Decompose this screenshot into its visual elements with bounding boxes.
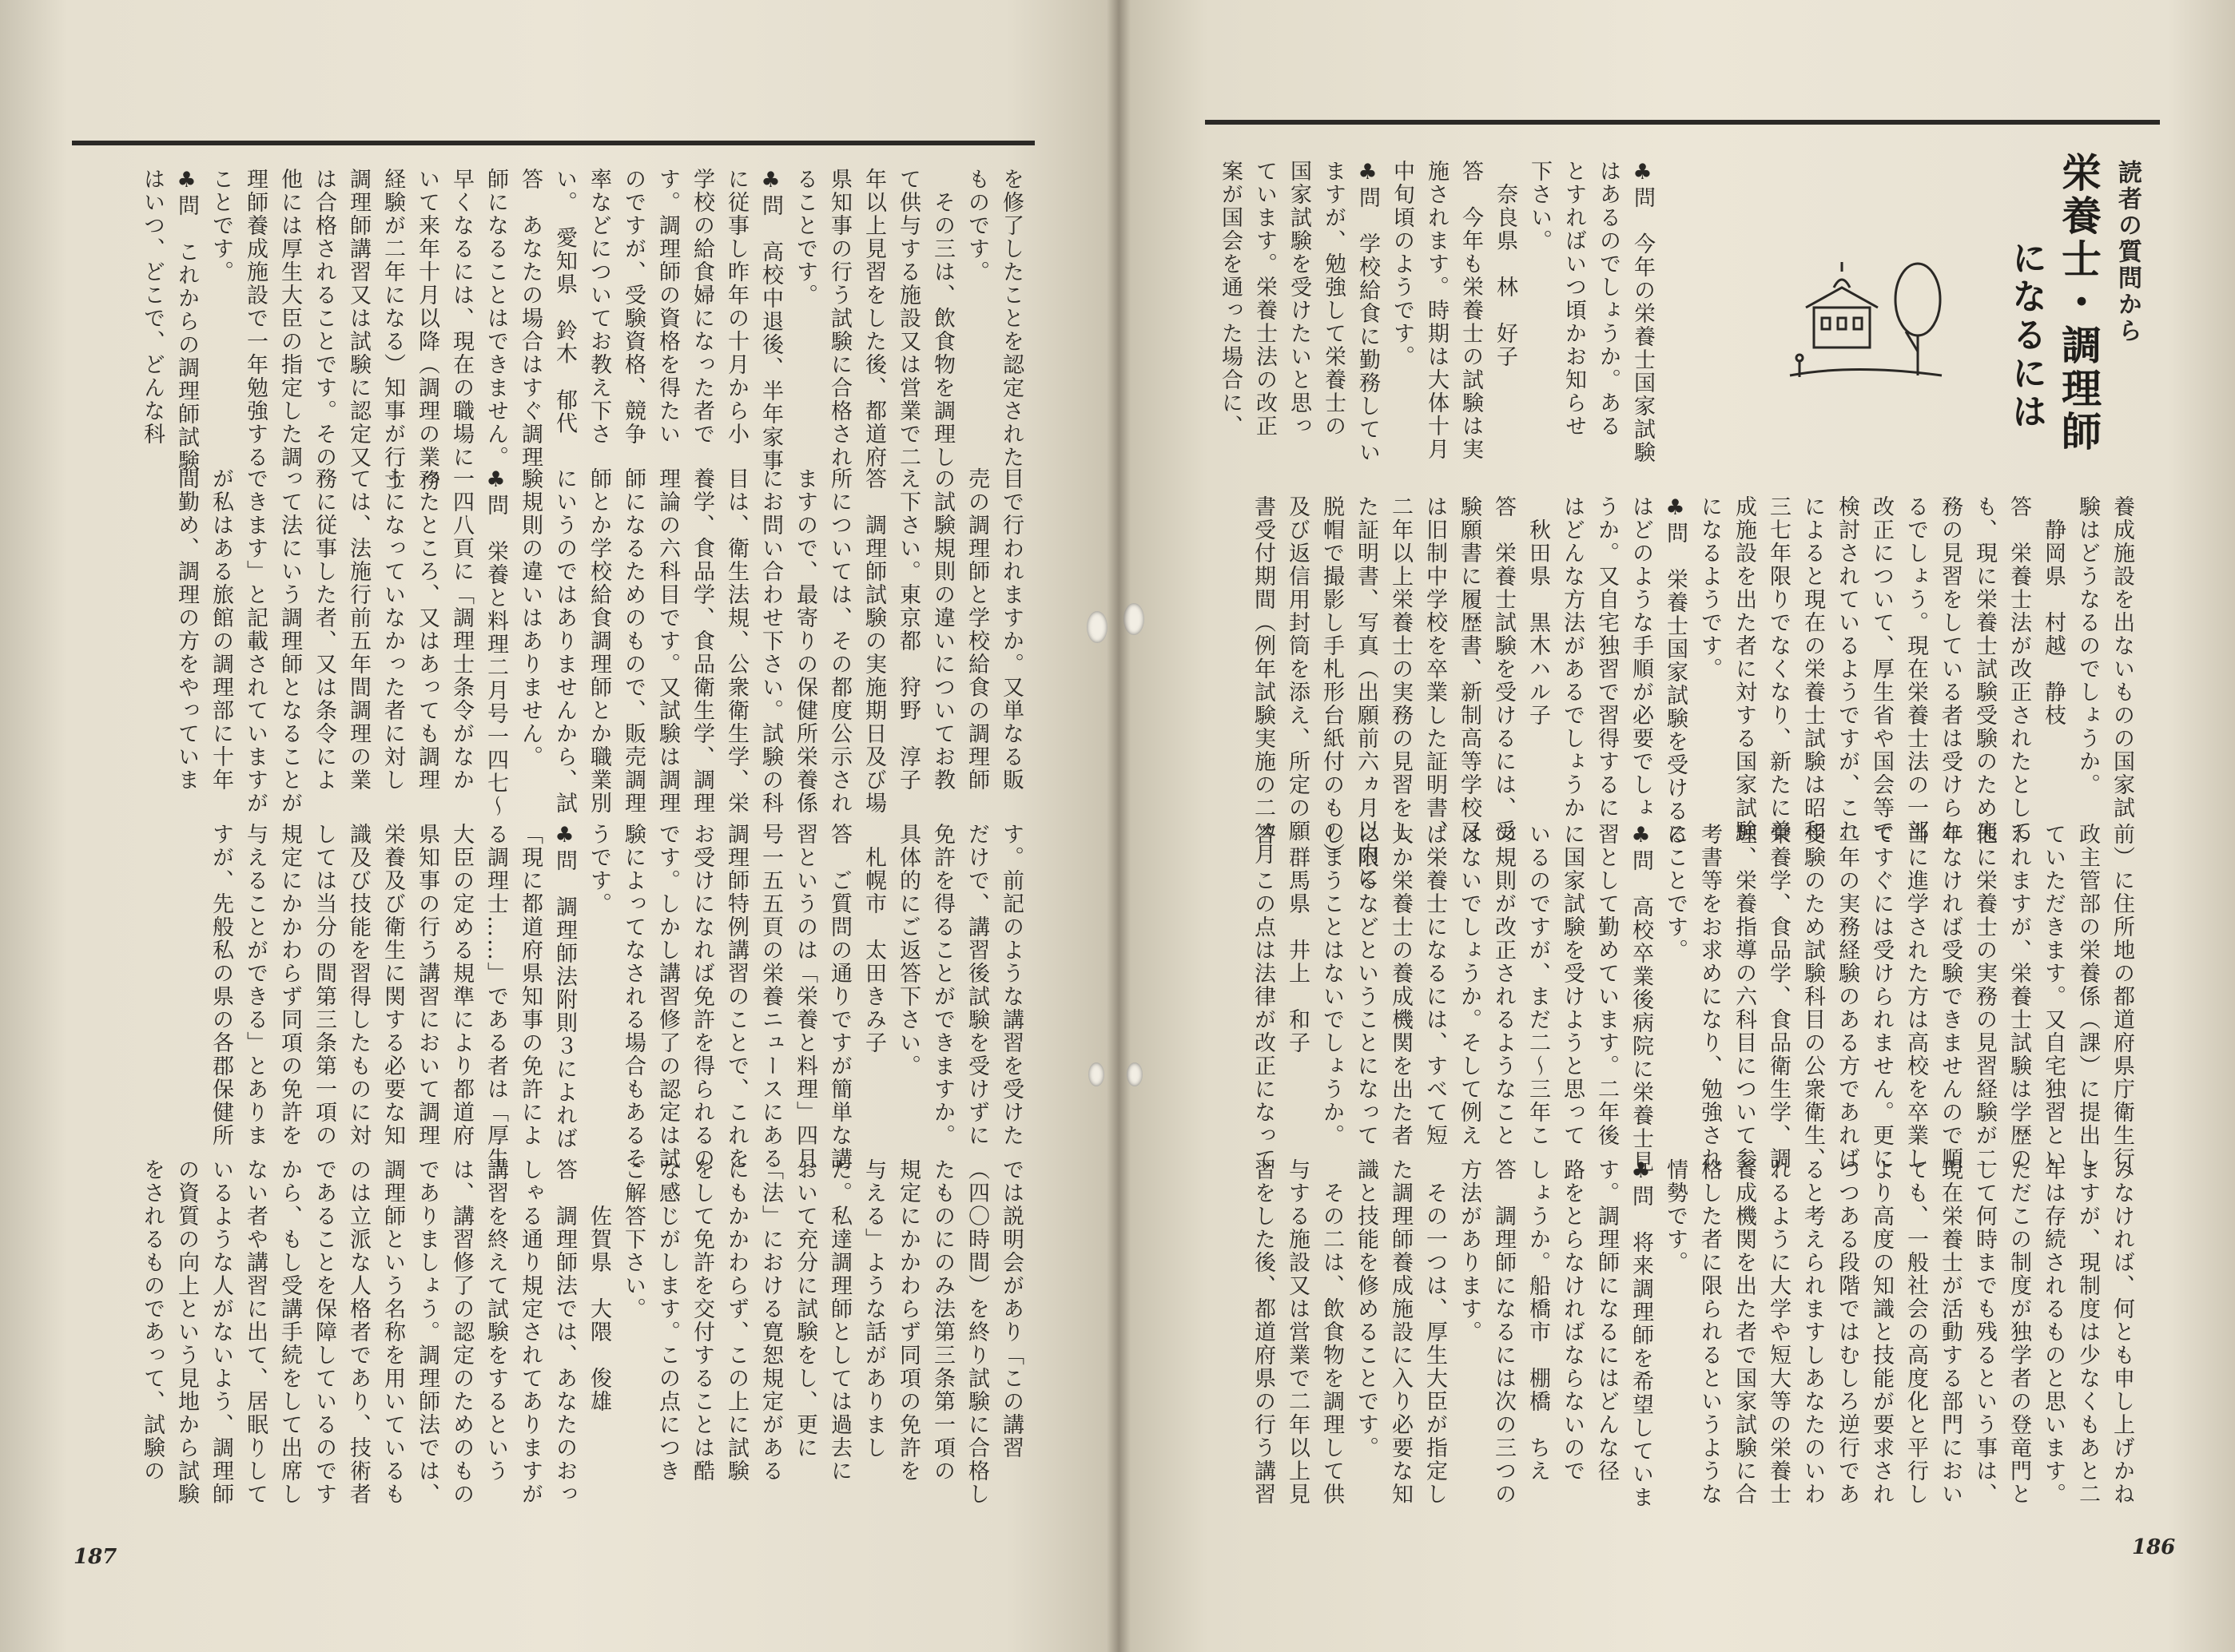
binding-hole: [1088, 1062, 1104, 1086]
text-line: ♣問 今年の栄養士国家試験: [1630, 160, 1655, 464]
text-line: 県知事の行う講習において調理: [415, 823, 439, 1147]
text-line: に国家試験を受けようと思って: [1560, 823, 1585, 1147]
text-line: だけで、講習後試験を受けずに: [964, 823, 989, 1147]
text-line: 札幌市 太田きみ子: [861, 823, 886, 1054]
text-line: 佐賀県 大隈 俊雄: [587, 1158, 611, 1413]
text-line: 秋田県 黒木ハル子: [1525, 495, 1550, 727]
text-line: 理師養成施設で一年勉強する: [243, 168, 268, 469]
page-number: 186: [2132, 1535, 2176, 1559]
text-line: 受験のため試験科目の公衆衛生、: [1800, 823, 1825, 1170]
text-line: では説明会があり「この講習: [999, 1158, 1024, 1459]
text-line: ことです。: [209, 168, 233, 284]
text-line: 下さい。: [1527, 160, 1552, 252]
text-line: 験によってなされる場合もあるそ: [621, 823, 646, 1170]
text-line: 現在栄養士が活動する部門におい: [1938, 1158, 1963, 1506]
text-line: 成施設を出た者に対する国家試験: [1732, 495, 1756, 843]
text-line: ては、法施行前五年間調理の業: [346, 467, 371, 792]
text-line: 年は存続されるものと思います。: [2041, 1158, 2066, 1506]
text-line: 具体的にご返答下さい。: [896, 823, 921, 1078]
text-line: 一四八頁に「調理士条令がなか: [449, 467, 474, 792]
text-line: のは立派な人格者であり、技術者: [346, 1158, 371, 1506]
text-line: す。前記のような講習を受けた: [999, 823, 1024, 1147]
text-line: 早くなるには、現在の職場に: [449, 168, 474, 469]
text-line: の規則が改正されるようなこと: [1491, 823, 1516, 1147]
text-line: であることを保障しているのです: [312, 1158, 336, 1506]
gutter-shadow: [1107, 0, 1131, 1652]
text-line: 理、栄養指導の六科目について参: [1732, 823, 1756, 1170]
text-line: 書受付期間（例年試験実施の二ヵ月: [1251, 495, 1275, 866]
text-line: 群馬県 井上 和子: [1285, 823, 1310, 1054]
text-line: うです。: [587, 823, 611, 915]
text-line: 二年以上栄養士の実務の見習をし: [1388, 495, 1413, 843]
text-line: して何時までも残るという事は、: [1972, 1158, 1997, 1506]
text-line: しては当分の間第三条第一項の: [312, 823, 336, 1147]
text-line: 考書等をお求めになり、勉強され: [1697, 823, 1722, 1170]
building-tree-illustration: [1782, 256, 1950, 399]
text-line: から、もし受講手続をして出席し: [277, 1158, 302, 1506]
text-line: 験規則の違いはありません。: [518, 467, 543, 768]
text-line: 脱帽で撮影し手札形台紙付のもの）: [1319, 495, 1344, 866]
text-line: 案が国会を通った場合に、: [1218, 160, 1243, 438]
text-line: 師になることはできません。: [483, 168, 508, 469]
text-line: は合格されることです。その: [312, 168, 336, 469]
text-line: ♣問 高校中退後、半年家事: [758, 168, 783, 472]
top-rule: [72, 141, 1035, 145]
text-line: 養成施設を出ないものの国家試: [2110, 495, 2134, 820]
text-line: ても、一般社会の高度化と平行し: [1903, 1158, 1928, 1506]
binding-hole: [1087, 611, 1108, 643]
text-line: みなければ、何とも申し上げかね: [2110, 1158, 2134, 1506]
text-line: 習として勤めています。二年後: [1594, 823, 1619, 1147]
text-line: より高度の知識と技能が要求され: [1869, 1158, 1894, 1506]
text-line: 「現に都道府県知事の免許によ: [518, 823, 543, 1147]
text-line: 二年の実務経験のある方であれば: [1835, 823, 1859, 1170]
text-line: おいて充分に試験をし、更に: [793, 1158, 817, 1459]
text-line: 養成機関を出た者で国家試験に合: [1732, 1158, 1756, 1506]
text-line: 調理師特例講習のことで、これを: [724, 823, 749, 1170]
text-line: ると考えられますしあなたのいわ: [1800, 1158, 1825, 1506]
text-line: 他に栄養士の実務の見習経験が二: [1972, 823, 1997, 1170]
text-line: 経験が二年になる）知事が行う: [380, 168, 405, 492]
text-line: 大臣の定める規準により都道府: [449, 823, 474, 1147]
text-line: 改正について、厚生省や国会等で: [1869, 495, 1894, 843]
text-line: 調理師講習又は試験に認定又: [346, 168, 371, 469]
text-line: 答 調理師試験の実施期日及び場: [861, 467, 886, 815]
text-line: ることです。: [793, 168, 817, 307]
text-line: 識及び技能を習得したものに対: [346, 823, 371, 1147]
text-line: はあるのでしょうか。ある: [1596, 160, 1621, 438]
text-line: す。調理師になるにはどんな径: [1594, 1158, 1619, 1483]
text-line: 率などについてお教え下さ: [587, 168, 611, 446]
text-line: ていただきます。又自宅独習とい: [2041, 823, 2066, 1170]
text-line: その三は、飲食物を調理し: [930, 168, 955, 469]
text-line: ♣問 高校卒業後病院に栄養士見: [1629, 823, 1653, 1173]
text-line: ますが、勉強して栄養士の: [1321, 160, 1346, 438]
text-line: は旧制中学校を卒業した証明書、: [1422, 495, 1447, 843]
page-number: 187: [74, 1545, 117, 1569]
text-line: その一つは、厚生大臣が指定し: [1422, 1158, 1447, 1506]
text-line: お受けになれば免許を得られるの: [690, 823, 714, 1170]
text-line: われますが、栄養士試験は学歴の: [2006, 823, 2031, 1170]
text-line: 年以上見習をした後、都道府: [861, 168, 886, 469]
text-line: って法にいう調理師となることが: [277, 467, 302, 815]
text-line: 調理師という名称を用いているも: [380, 1158, 405, 1506]
text-line: ています。栄養士法の改正: [1252, 160, 1277, 438]
text-line: 国家試験を受けたいと思っ: [1287, 160, 1311, 438]
text-line: 与える」ような話がありまし: [861, 1158, 886, 1459]
text-line: ♣問 調理師法附則３によれば: [552, 823, 577, 1150]
text-line: な感じがします。この点につき: [655, 1158, 680, 1483]
text-line: 与する施設又は営業で二年以上見: [1285, 1158, 1310, 1506]
text-line: 識と技能を修めることです。: [1354, 1158, 1378, 1459]
text-line: ることです。: [1663, 823, 1688, 962]
text-line: はいつ、どこで、どんな科: [140, 168, 165, 446]
text-line: 答 栄養士試験を受けるには、受: [1491, 495, 1516, 843]
text-line: 路をとらなければならないので: [1560, 1158, 1585, 1483]
text-line: いるのですが、まだ二～三年こ: [1525, 823, 1550, 1147]
text-line: す。調理師の資格を得たい: [655, 168, 680, 446]
text-line: の試験規則の違いについてお教: [930, 467, 955, 792]
text-line: 理論の六科目です。又試験は調理: [655, 467, 680, 815]
text-line: れるように大学や短大等の栄養士: [1766, 1158, 1791, 1506]
text-line: が私はある旅館の調理部に十年: [209, 467, 233, 792]
text-line: に従事し昨年の十月から小: [724, 168, 749, 446]
section-kicker: 読者の質問から: [2114, 160, 2142, 344]
text-line: るでしょう。現在栄養士法の一部: [1903, 495, 1928, 843]
text-line: 栄養学、食品学、食品衛生学、調: [1766, 823, 1791, 1170]
text-line: 及び返信用封筒を添え、所定の願: [1285, 495, 1310, 843]
text-line: 前）に住所地の都道府県庁衛生行: [2110, 823, 2134, 1170]
text-line: 三七年限りでなくなり、新たに養: [1766, 495, 1791, 843]
text-line: 学校の給食婦になった者で: [690, 168, 714, 446]
text-line: 号一五五頁の栄養ニュースにある: [758, 823, 783, 1170]
text-line: 験願書に履歴書、新制高等学校又: [1457, 495, 1481, 843]
text-line: 養学、食品学、食品衛生学、調理: [690, 467, 714, 815]
text-line: しょうか。船橋市 棚橋 ちえ: [1525, 1158, 1550, 1483]
text-line: ♣問 これからの調理師試験: [174, 168, 199, 472]
text-line: 規定にかかわらず同項の免許を: [896, 1158, 921, 1483]
text-line: 売の調理師と学校給食の調理師: [964, 467, 989, 792]
text-line: 規定にかかわらず同項の免許を: [277, 823, 302, 1147]
text-line: ご解答下さい。: [621, 1158, 646, 1320]
text-line: しまうことはないでしょうか。: [1319, 823, 1344, 1147]
text-line: た調理師養成施設に入り必要な知: [1388, 1158, 1413, 1506]
text-line: 答 あなたの場合はすぐ調理: [518, 168, 543, 469]
text-line: たものにのみ法第三条第一項の: [930, 1158, 955, 1483]
text-line: 政主管部の栄養係（課）に提出し: [2075, 823, 2100, 1170]
text-line: になるようです。: [1697, 495, 1722, 681]
right-page: [1119, 0, 2235, 1652]
text-line: 中旬頃のようです。: [1390, 160, 1414, 368]
text-line: です。しかし講習修了の認定は試: [655, 823, 680, 1170]
text-line: え下さい。東京都 狩野 淳子: [896, 467, 921, 792]
text-line: 答 栄養士法が改正されたとして: [2006, 495, 2031, 843]
text-line: は、講習修了の認定のためのもの: [449, 1158, 474, 1506]
text-line: ♣問 栄養と料理二月号一四七～: [483, 467, 508, 818]
text-line: 師とか学校給食調理師とか職業別: [587, 467, 611, 815]
text-line: 年なければ受験できませんので順: [1938, 823, 1963, 1170]
text-line: ば栄養士になるには、すべて短: [1422, 823, 1447, 1147]
text-line: すが、先般私の県の各郡保健所: [209, 823, 233, 1147]
text-line: 答 調理師になるには次の三つの: [1491, 1158, 1516, 1506]
text-line: 与えることができる」とありま: [243, 823, 268, 1147]
text-line: た。私達調理師としては過去に: [827, 1158, 852, 1483]
text-line: 他には厚生大臣の指定した調: [277, 168, 302, 469]
text-line: 答 調理師法では、あなたのおっ: [552, 1158, 577, 1506]
text-line: も、現に栄養士試験受験のため実: [1972, 495, 1997, 843]
text-line: 県知事の行う試験に合格され: [827, 168, 852, 469]
text-line: 検討されているようですが、これ: [1835, 495, 1859, 843]
text-line: 務に従事した者、又は条令によ: [312, 467, 336, 792]
text-line: 答 ご質問の通りですが簡単な講: [827, 823, 852, 1170]
text-line: にお問い合わせ下さい。試験の科: [758, 467, 783, 815]
text-line: 習というのは「栄養と料理」四月: [793, 823, 817, 1170]
text-line: 答 今年も栄養士の試験は実: [1458, 160, 1483, 461]
text-line: 務の見習をしている者は受けられ: [1938, 495, 1963, 843]
top-rule: [1205, 120, 2160, 125]
text-line: をされるものであって、試験の: [140, 1158, 165, 1483]
text-line: とすればいつ頃かお知らせ: [1561, 160, 1586, 438]
text-line: 目で行われますか。又単なる販: [999, 467, 1024, 792]
text-line: 所については、その都度公示され: [827, 467, 852, 815]
text-line: 奈良県 林 好子: [1493, 160, 1517, 368]
text-line: いて来年十月以降（調理の業務: [415, 168, 439, 492]
text-line: 格した者に限られるというような: [1697, 1158, 1722, 1506]
text-line: にいうのではありませんから、試: [552, 467, 577, 815]
text-line: 講習を終えて試験をするという: [483, 1158, 508, 1483]
text-line: ♣問 栄養士国家試験を受けるに: [1663, 495, 1688, 846]
text-line: 験はどうなるのでしょうか。: [2075, 495, 2100, 796]
text-line: 目は、衛生法規、公衆衛生学、栄: [724, 467, 749, 815]
text-line: ♣問 将来調理師を希望していま: [1629, 1158, 1653, 1509]
text-line: にもかかわらず、この上に試験: [724, 1158, 749, 1483]
text-line: つつある段階ではむしろ逆行であ: [1835, 1158, 1859, 1506]
text-line: 方法があります。: [1457, 1158, 1481, 1344]
text-line: 免許を得ることができますか。: [930, 823, 955, 1147]
text-line: 当に進学された方は高校を卒業し: [1903, 823, 1928, 1170]
text-line: 師になるためのもので、販売調理: [621, 467, 646, 815]
text-line: ますので、最寄りの保健所栄養係: [793, 467, 817, 815]
article-title-sub: になるには: [2006, 240, 2046, 431]
text-line: 「法」における寛恕規定がある: [758, 1158, 783, 1483]
text-line: て供与する施設又は営業で二: [896, 168, 921, 469]
text-line: によると現在の栄養士試験は昭和: [1800, 495, 1825, 843]
text-line: ますが、現制度は少なくもあと二: [2075, 1158, 2100, 1506]
text-line: いるような人がないよう、調理師: [209, 1158, 233, 1506]
text-line: の資質の向上という見地から試験: [174, 1158, 199, 1506]
text-line: 答 この点は法律が改正になって: [1251, 823, 1275, 1170]
text-line: 大か栄養士の養成機関を出た者: [1388, 823, 1413, 1147]
text-line: 士になっていなかった者に対し: [380, 467, 405, 792]
text-line: ただこの制度が独学者の登竜門と: [2006, 1158, 2031, 1506]
text-line: 栄養及び衛生に関する必要な知: [380, 823, 405, 1147]
text-line: その二は、飲食物を調理して供: [1319, 1158, 1344, 1506]
text-line: はどんな方法があるでしょうか: [1560, 495, 1585, 820]
text-line: に限るなどということになって: [1354, 823, 1378, 1147]
text-line: ♣問 学校給食に勤務してい: [1355, 160, 1380, 464]
text-line: できます」と記載されていますが: [243, 467, 268, 815]
text-line: （四〇時間）を終り試験に合格し: [964, 1158, 989, 1506]
text-line: でありましょう。調理師法では、: [415, 1158, 439, 1506]
text-line: を修了したことを認定された: [999, 168, 1024, 469]
text-line: てすぐには受けられません。更に: [1869, 823, 1894, 1170]
text-line: はないでしょうか。そして例え: [1457, 823, 1481, 1147]
article-title: 栄養士・調理師: [2055, 152, 2102, 454]
text-line: のですが、受験資格、競争: [621, 168, 646, 446]
text-line: る調理士……」である者は「厚生: [483, 823, 508, 1170]
text-line: 静岡県 村越 静枝: [2041, 495, 2066, 727]
text-line: ったところ、又はあっても調理: [415, 467, 439, 792]
text-line: をして免許を交付することは酷: [690, 1158, 714, 1483]
text-line: 間勤め、調理の方をやっていま: [174, 467, 199, 792]
text-line: 情勢です。: [1663, 1158, 1688, 1274]
text-line: い。 愛知県 鈴木 郁代: [552, 168, 577, 435]
text-line: ものです。: [964, 168, 989, 284]
text-line: 施されます。時期は大体十月: [1424, 160, 1449, 461]
text-line: うか。又自宅独習で習得するに: [1594, 495, 1619, 820]
text-line: た証明書、写真（出願前六ヵ月以内に: [1354, 495, 1378, 889]
text-line: ない者や講習に出て、居眠りして: [243, 1158, 268, 1506]
text-line: しゃる通り規定されてありますが: [518, 1158, 543, 1506]
text-line: 習をした後、都道府県の行う講習: [1251, 1158, 1275, 1506]
text-line: はどのような手順が必要でしょ: [1629, 495, 1653, 820]
